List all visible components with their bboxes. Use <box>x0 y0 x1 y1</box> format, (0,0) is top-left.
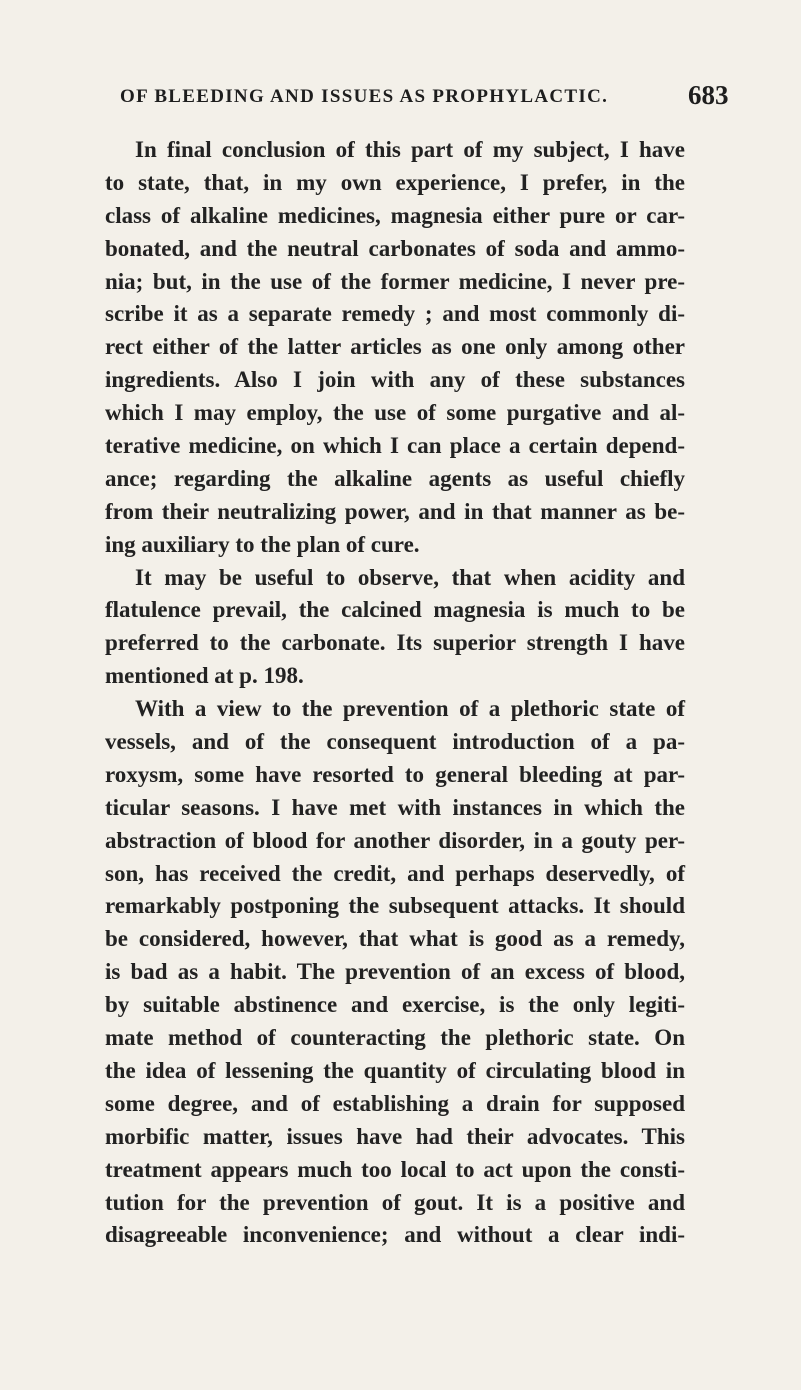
text-line: to state, that, in my own experience, I prefer, in the <box>105 169 685 195</box>
text-line: bonated, and the neutral carbonates of soda and ammo- <box>105 235 685 261</box>
text-line: by suitable abstinence and exercise, is the only legiti- <box>105 992 685 1018</box>
page-number: 683 <box>688 80 729 110</box>
text-line: It may be useful to observe, that when acidity and <box>135 564 685 590</box>
page-header <box>0 80 801 120</box>
text-line: remarkably postponing the subsequent attacks. It should <box>105 893 685 919</box>
text-line: some degree, and of establishing a drain for supposed <box>105 1090 685 1116</box>
text-line: disagreeable inconvenience; and without a clear indi- <box>105 1222 685 1248</box>
text-line: be considered, however, that what is good as a remedy, <box>105 926 685 952</box>
text-line: from their neutralizing power, and in that manner as be- <box>105 498 685 524</box>
text-line: ance; regarding the alkaline agents as useful chiefly <box>105 465 685 491</box>
text-line: ticular seasons. I have met with instances in which the <box>105 794 685 820</box>
text-line: nia; but, in the use of the former medicine, I never pre- <box>105 268 685 294</box>
text-line: rect either of the latter articles as one only among other <box>105 334 685 360</box>
text-line: vessels, and of the consequent introduction of a pa- <box>105 729 685 755</box>
text-line: terative medicine, on which I can place a certain depend- <box>105 433 685 459</box>
text-line: With a view to the prevention of a plethoric state of <box>135 696 685 722</box>
body-text <box>105 134 685 1252</box>
text-line: roxysm, some have resorted to general bleeding at par- <box>105 761 685 787</box>
text-line: preferred to the carbonate. Its superior strength I have <box>105 630 685 656</box>
text-line: In final conclusion of this part of my subject, I have <box>135 137 685 162</box>
text-line: class of alkaline medicines, magnesia either pure or car- <box>105 202 685 228</box>
text-line: mate method of counteracting the plethoric state. On <box>105 1025 685 1051</box>
text-line: son, has received the credit, and perhaps deservedly, of <box>105 860 685 886</box>
text-line: morbific matter, issues have had their advocates. This <box>105 1123 685 1149</box>
text-line: which I may employ, the use of some purgative and al- <box>105 400 685 426</box>
text-line: ingredients. Also I join with any of these substances <box>105 367 685 393</box>
text-line: ing auxiliary to the plan of cure. <box>105 531 420 557</box>
text-line: scribe it as a separate remedy ; and most commonly di- <box>105 301 685 327</box>
running-title: OF BLEEDING AND ISSUES AS PROPHYLACTIC. <box>120 86 609 107</box>
text-line: treatment appears much too local to act upon the consti- <box>105 1156 685 1182</box>
text-line: tution for the prevention of gout. It is a positive and <box>105 1189 685 1215</box>
text-line: is bad as a habit. The prevention of an excess of blood, <box>105 959 685 985</box>
text-line: mentioned at p. 198. <box>105 663 304 689</box>
text-line: flatulence prevail, the calcined magnesia is much to be <box>105 597 685 623</box>
text-line: the idea of lessening the quantity of circulating blood in <box>105 1057 685 1083</box>
text-line: abstraction of blood for another disorder, in a gouty per- <box>105 827 685 853</box>
